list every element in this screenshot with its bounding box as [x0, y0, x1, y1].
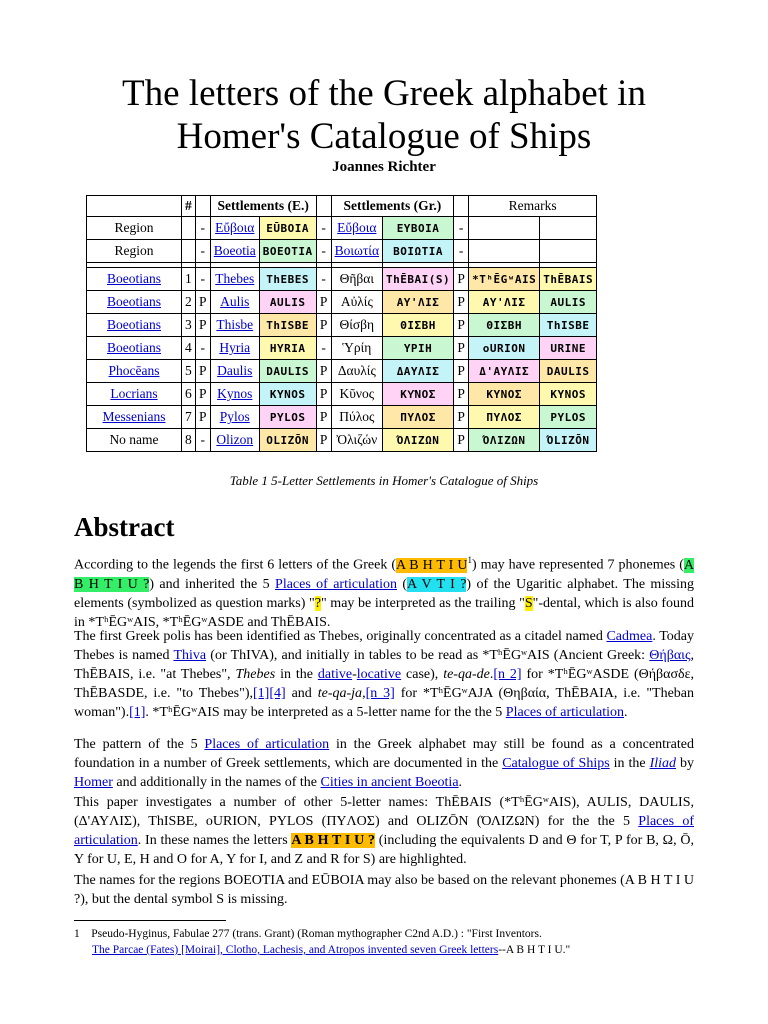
alphabet-letters: A B H T I U [395, 557, 468, 573]
header-num: # [182, 196, 196, 217]
table-row: Boeotians 3 P Thisbe ThISBE P Θίσβη ΘIΣBH P ΘIΣBH ThISBE [87, 314, 597, 337]
letter-code: ΌLIZŌN [546, 434, 590, 447]
letter-code: ΥPIH [403, 342, 433, 355]
abstract-heading: Abstract [74, 512, 175, 542]
settlement-en-link[interactable]: Thebes [215, 271, 255, 286]
settlement-en-link[interactable]: Kynos [217, 386, 253, 401]
table-row: Region - Boeotia BOEOTIA - Βοιωτία BOIΩTIA - [87, 240, 597, 263]
settlement-gr-link[interactable]: Βοιωτία [334, 243, 380, 258]
table-row: Locrians 6 P Kynos KYNOS P Κῦνος KY͂NOΣ P KYNOΣ KYNOS [87, 383, 597, 406]
letter-code: ΔAYΛIΣ [396, 365, 440, 378]
link-iliad[interactable]: Iliad [649, 756, 677, 771]
settlement-en-link[interactable]: Pylos [219, 409, 250, 424]
letter-code: URINE [550, 342, 586, 355]
group-link[interactable]: Boeotians [107, 317, 161, 332]
link-places-of-articulation-4[interactable]: Places of articulation [74, 814, 694, 848]
letter-code: EYBOIA [396, 222, 440, 235]
letter-code: OLIZŌN [266, 434, 310, 447]
letter-code: AULIS [269, 296, 306, 309]
table-row: Region - Εὔβοια EŪBOIA - Εὔβοια EYBOIA - [87, 217, 597, 240]
title-line-2: Homer's Catalogue of Ships [176, 116, 592, 157]
letter-code: KY͂NOΣ [400, 388, 436, 401]
group-link[interactable]: Messenians [102, 409, 166, 424]
paragraph-1: According to the legends the first 6 letters of the Greek (A B H T I $U^1$) may have represented 7 phonemes (A B H T I U ?) and inherited the 5 Places of articulation (A V T I ?) of the Ugaritic alphabet. The missing elements (symbolized as question marks) "?" may be interpreted as the trailing "S"-dental, which is also found in *TʰĒGʷAIS, *TʰĒGʷASDE and ThĒBAIS. [74, 555, 695, 630]
ref-1b[interactable]: [1] [129, 705, 146, 720]
letter-code: ΘIΣBH [400, 319, 436, 332]
ref-4[interactable]: [4] [269, 686, 286, 701]
letter-code: KYNOS [269, 388, 306, 401]
table-row: Boeotians 1 - Thebes ThEBES - Θῆβαι ThĒBAI(S) P *TʰĒGʷAIS ThĒBAIS [87, 268, 597, 291]
letter-code: PYLOS [550, 411, 586, 424]
table-row: No name 8 - Olizon OLIZŌN P Ὀλιζών ΌΛIZΩN P ΌΛIZΩN ΌLIZŌN [87, 429, 597, 452]
paragraph-5: The names for the regions BOEOTIA and EŪBOIA may also be based on the relevant phonemes (A B H T I U ?), but the dental symbol S is missing. [74, 873, 694, 907]
letter-code: AY'ΛIΣ [396, 296, 440, 309]
letter-code: ΠYΛOΣ [400, 411, 436, 424]
link-locative[interactable]: locative [356, 667, 402, 682]
paragraph-4: This paper investigates a number of other 5-letter names: ThĒBAIS (*TʰĒGʷAIS), AULIS, DAULIS, (Δ'AYΛIΣ), ThISBE, oURION, PYLOS (ΠYΛOΣ) and OLIZŌN (ΌΛIZΩN) for the the 5 Places of articulation. In these names the letters A B H T I U ? (including the equivalents D and Θ for T, P for B, Ω, Ō, Y for U, E, H and O for A, Y for I, and Z and R for S) are highlighted. [74, 795, 694, 867]
header-remarks: Remarks [469, 196, 597, 217]
letter-code: PYLOS [269, 411, 306, 424]
footnote-link[interactable]: The Parcae (Fates) [Moirai], Clotho, Lachesis, and Atropos invented seven Greek letters [92, 944, 499, 956]
table-row: Phocēans 5 P Daulis DAULIS P Δαυλίς ΔAYΛIΣ P Δ'AYΛIΣ DAULIS [87, 360, 597, 383]
group-link[interactable]: Boeotians [107, 271, 161, 286]
group-link[interactable]: Boeotians [107, 294, 161, 309]
settlement-en-link[interactable]: Daulis [217, 363, 253, 378]
letter-code: ThISBE [266, 319, 310, 332]
letter-code: ΌΛIZΩN [396, 434, 440, 447]
settlement-gr-link[interactable]: Εὔβοια [337, 220, 377, 235]
table-row: Boeotians 2 P Aulis AULIS P Αὐλίς AY'ΛIΣ P AY'ΛIΣ AULIS [87, 291, 597, 314]
paragraph-3: The pattern of the 5 Places of articulation in the Greek alphabet may still be found as a concentrated foundation in a number of Greek settlements, which are documented in the Catalogue of Ships in the Iliad by Homer and additionally in the names of the Cities in ancient Boeotia. [74, 737, 695, 790]
settlement-en-link[interactable]: Thisbe [216, 317, 254, 332]
letter-code: ΌΛIZΩN [482, 434, 526, 447]
link-thebais[interactable]: Θήβαις [649, 648, 691, 663]
letter-code: ThISBE [546, 319, 590, 332]
settlement-en-link[interactable]: Boeotia [213, 243, 256, 258]
group-link[interactable]: Phocēans [108, 363, 160, 378]
link-homer[interactable]: Homer [74, 775, 113, 790]
table-caption: Table 1 5-Letter Settlements in Homer's Catalogue of Ships [229, 473, 539, 488]
link-cities-boeotia[interactable]: Cities in ancient Boeotia [320, 775, 459, 790]
letter-code: AY'ΛIΣ [482, 296, 526, 309]
link-catalogue-of-ships[interactable]: Catalogue of Ships [502, 756, 610, 771]
letter-code: ΠYΛOΣ [486, 411, 522, 424]
table-header-row [87, 196, 597, 217]
table-row: Messenians 7 P Pylos PYLOS P Πύλος ΠYΛOΣ P ΠYΛOΣ PYLOS [87, 406, 597, 429]
link-thiva[interactable]: Thiva [173, 648, 207, 663]
letter-code: KYNOΣ [486, 388, 522, 401]
title-line-1: The letters of the Greek alphabet in [122, 73, 646, 114]
letter-code: ThĒBAI(S) [386, 273, 451, 286]
ref-n2[interactable]: [n 2] [493, 667, 522, 682]
letter-code: oURION [482, 342, 526, 355]
author: Joannes Richter [332, 159, 436, 175]
table-row: Boeotians 4 - Hyria HYRIA - Ὑρίη ΥPIH P oURION URINE [87, 337, 597, 360]
group-link[interactable]: Boeotians [107, 340, 161, 355]
settlement-en-link[interactable]: Olizon [216, 432, 254, 447]
paragraph-2: The first Greek polis has been identified as Thebes, originally concentrated as a citadel named Cadmea. Today Thebes is named Thiva (or ThIVA), and initially in tables to be read as *TʰĒGʷAIS (Ancient Greek: Θήβαις, ThĒBAIS, i.e. "at Thebes", Thebes in the dative-locative case), te-qa-de.[n 2] for *TʰĒGʷASDE (Θήβασδε, ThĒBASDE, i.e. "to Thebes"),[1][4] and te-qa-ja,[n 3] for *TʰĒGʷAJA (Θηβαία, ThĒBAIA, i.e. "Theban woman").[1]. *TʰĒGʷAIS may be interpreted as a 5-letter name for the the 5 Places of articulation. [74, 629, 695, 720]
ref-n3[interactable]: [n 3] [365, 686, 395, 701]
letter-code: EŪBOIA [266, 222, 310, 235]
settlement-en-link[interactable]: Εὔβοια [215, 220, 255, 235]
ref-1[interactable]: [1] [253, 686, 270, 701]
footnote-ref[interactable]: 1 [467, 555, 472, 565]
settlement-en-link[interactable]: Aulis [220, 294, 250, 309]
header-settlements-gr: Settlements (Gr.) [331, 196, 454, 217]
link-places-of-articulation-3[interactable]: Places of articulation [204, 737, 330, 752]
paper-title [0, 72, 768, 158]
letter-code: AULIS [550, 296, 586, 309]
letter-code: DAULIS [546, 365, 590, 378]
letter-code: ΘIΣBH [486, 319, 522, 332]
link-dative[interactable]: dative [317, 667, 353, 682]
link-places-of-articulation[interactable]: Places of articulation [275, 576, 397, 592]
footnote: 1 Pseudo-Hyginus, Fabulae 277 (trans. Grant) (Roman mythographer C2nd A.D.) : "First Inventors. The Parcae (Fates) [Moirai], Clotho, Lachesis, and Atropos invented seven Greek letters--A B H T I U." [74, 928, 571, 956]
link-cadmea[interactable]: Cadmea [606, 629, 653, 644]
footnote-divider [74, 920, 226, 921]
letter-code: BOIΩTIA [393, 245, 443, 258]
letter-code: HYRIA [269, 342, 306, 355]
letter-code: *TʰĒGʷAIS [472, 273, 537, 286]
letter-code: ThĒBAIS [543, 273, 594, 286]
letter-code: BOEOTIA [262, 245, 313, 258]
letter-code: ThEBES [266, 273, 310, 286]
settlement-en-link[interactable]: Hyria [219, 340, 251, 355]
letter-code: KYNOS [550, 388, 586, 401]
letter-code: Δ'AYΛIΣ [479, 365, 530, 378]
group-link[interactable]: Locrians [110, 386, 158, 401]
letter-code: DAULIS [266, 365, 310, 378]
link-places-of-articulation-2[interactable]: Places of articulation [505, 705, 624, 720]
header-settlements-en: Settlements (E.) [210, 196, 316, 217]
settlements-table [86, 195, 597, 452]
